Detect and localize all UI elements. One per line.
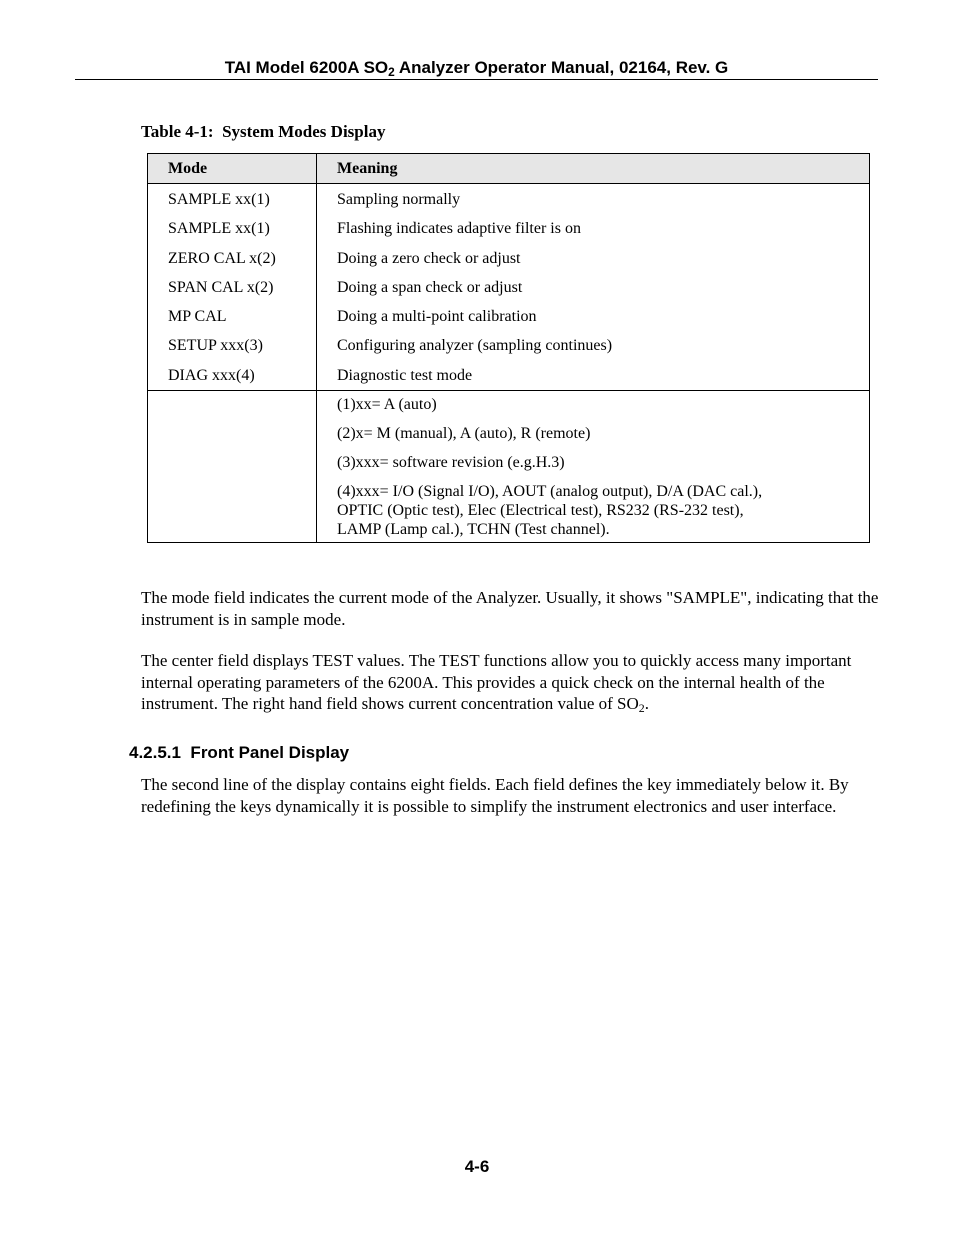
header-title-subscript: 2 [388,64,395,79]
note-4-line-3: LAMP (Lamp cal.), TCHN (Test channel). [337,521,610,539]
mode-cell: ZERO CAL x(2) [148,244,317,273]
mode-cell: SETUP xxx(3) [148,331,317,360]
mode-cell: SAMPLE xx(1) [148,184,317,215]
table-row [148,361,870,391]
note-2: (2)x= M (manual), A (auto), R (remote) [337,425,591,443]
paragraph-second-line: The second line of the display contains eight fields. Each field defines the key immediately below it. By redefining the keys dynamically it is possible to simplify the instrument electronics and user interface. [141,775,849,816]
table-caption: Table 4-1: System Modes Display [141,122,386,141]
table-header-row [148,154,870,184]
notes-empty-cell [148,391,317,543]
meaning-cell: Diagnostic test mode [317,361,870,391]
paragraph-mode-field: The mode field indicates the current mode of the Analyzer. Usually, it shows "SAMPLE", indicating that the instrument is in sample mode. [141,588,879,629]
table-row [148,214,870,243]
column-header-meaning: Meaning [317,154,870,184]
paragraph-center-field [141,650,881,715]
table-row [148,302,870,331]
mode-cell: MP CAL [148,302,317,331]
mode-cell: SPAN CAL x(2) [148,273,317,302]
meaning-cell: Doing a multi-point calibration [317,302,870,331]
paragraph-center-field-text: The center field displays TEST values. The TEST functions allow you to quickly access many important internal operating parameters of the 6200A. This provides a quick check on the internal health of the instrument. The right hand field shows current concentration value of SO [141,651,852,713]
table-row [148,244,870,273]
header-rule [75,79,878,80]
section-heading: 4.2.5.1 Front Panel Display [129,743,350,762]
meaning-cell: Doing a zero check or adjust [317,244,870,273]
mode-cell: DIAG xxx(4) [148,361,317,391]
note-4-line-2: OPTIC (Optic test), Elec (Electrical test), RS232 (RS-232 test), [337,502,744,520]
note-4 [337,482,869,539]
notes-cell [317,391,870,543]
note-1: (1)xx= A (auto) [337,396,437,414]
meaning-cell: Flashing indicates adaptive filter is on [317,214,870,243]
column-header-mode: Mode [148,154,317,184]
table-row [148,184,870,215]
meaning-cell: Sampling normally [317,184,870,215]
header-title-post: Analyzer Operator Manual, 02164, Rev. G [394,58,729,77]
so2-subscript: 2 [638,700,645,715]
page-header [75,58,878,78]
table-row [148,331,870,360]
note-3: (3)xxx= software revision (e.g.H.3) [337,454,565,472]
mode-cell: SAMPLE xx(1) [148,214,317,243]
table-row [148,273,870,302]
system-modes-table [147,153,870,543]
paragraph-center-field-end: . [644,694,649,713]
meaning-cell: Configuring analyzer (sampling continues) [317,331,870,360]
meaning-cell: Doing a span check or adjust [317,273,870,302]
note-4-line-1: (4)xxx= I/O (Signal I/O), AOUT (analog output), D/A (DAC cal.), [337,483,763,501]
table-notes-row [148,391,870,543]
header-title-pre: TAI Model 6200A SO [224,58,389,77]
page-number: 4-6 [464,1157,490,1176]
